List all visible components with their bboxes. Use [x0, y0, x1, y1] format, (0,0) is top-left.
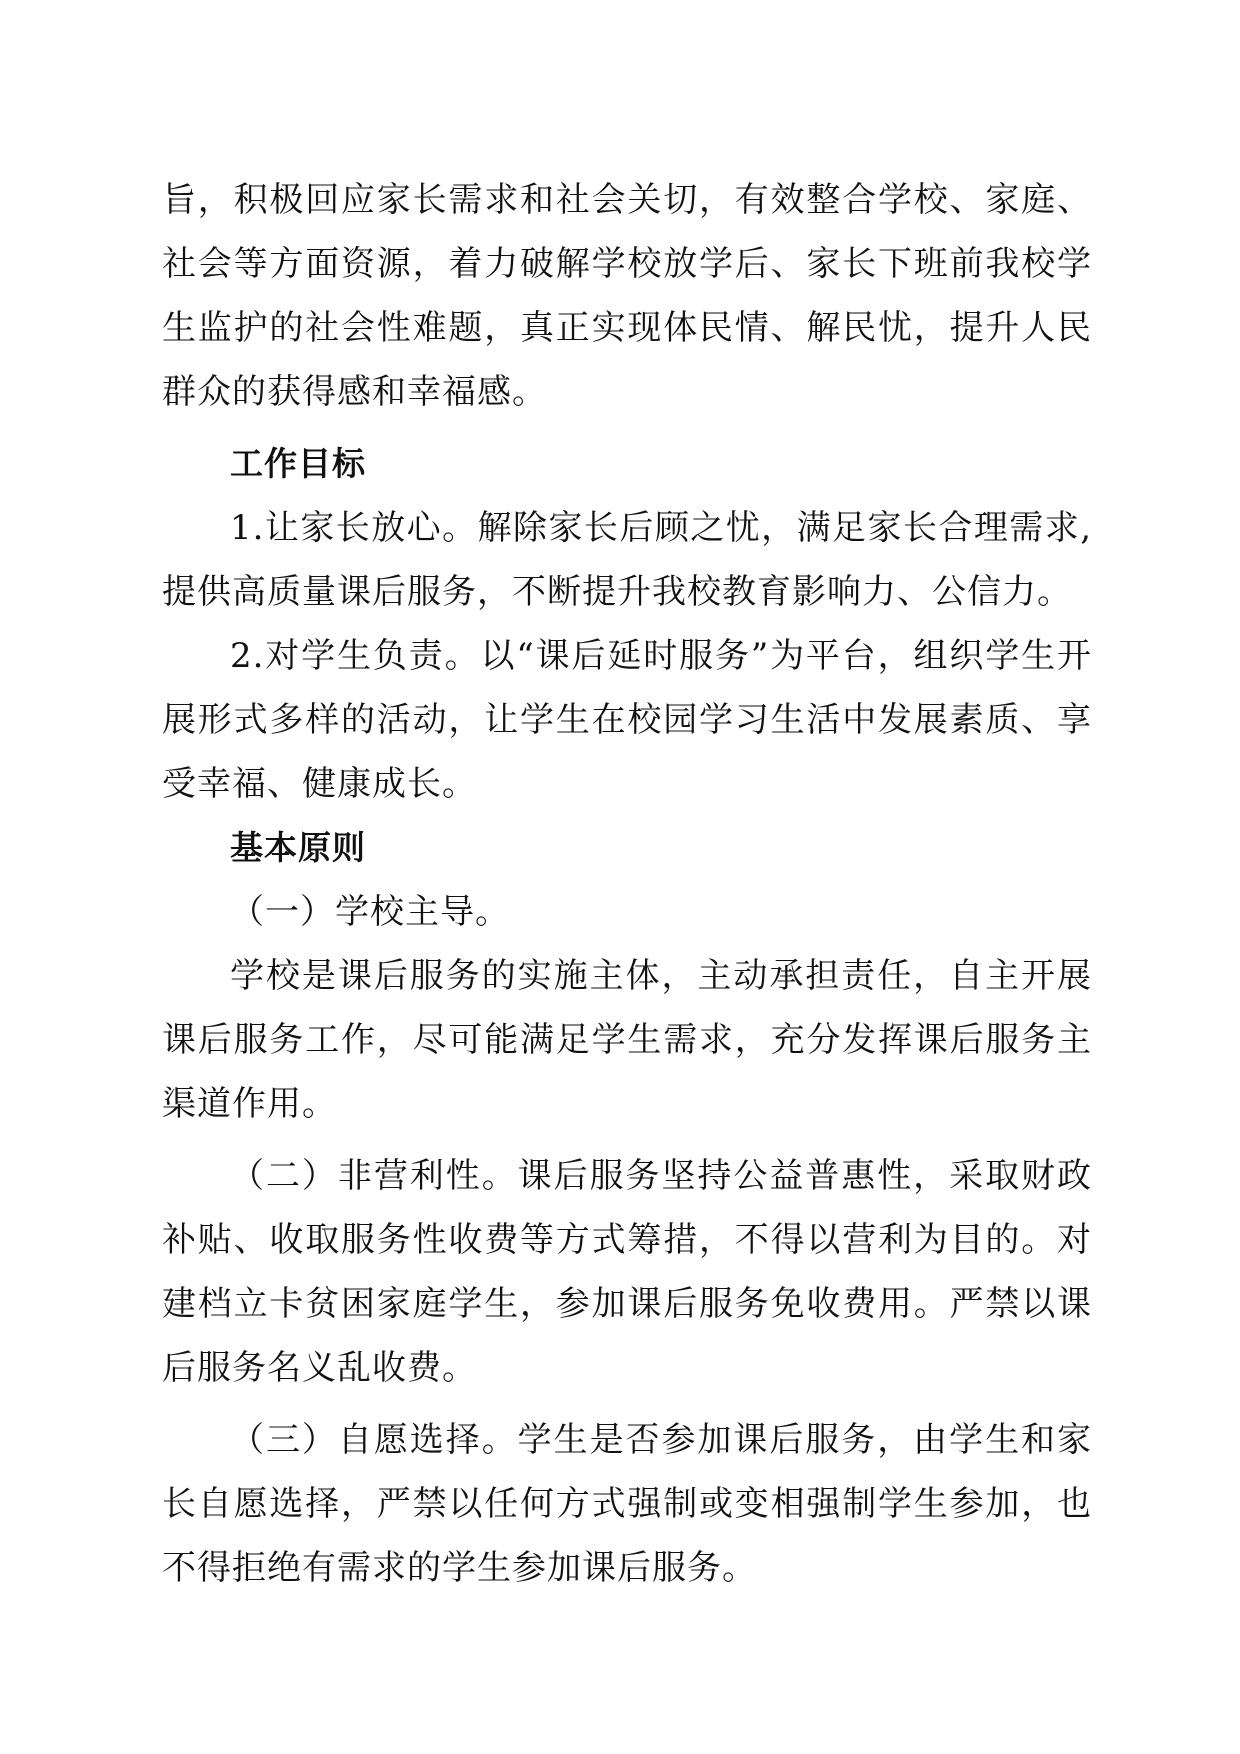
paragraph-principle-1-body: 学校是课后服务的实施主体，主动承担责任，自主开展课后服务工作，尽可能满足学生需求，充分发挥课后服务主渠道作用。 [162, 956, 1092, 1124]
heading-work-goals: 工作目标 [230, 444, 366, 483]
paragraph-goal-2: 2.对学生负责。以“课后延时服务”为平台，组织学生开展形式多样的活动，让学生在校园学习生活中发展素质、享受幸福、健康成长。 [162, 636, 1092, 804]
document-body [162, 168, 1092, 1600]
paragraph-intro-continued: 旨，积极回应家长需求和社会关切，有效整合学校、家庭、社会等方面资源，着力破解学校放学后、家长下班前我校学生监护的社会性难题，真正实现体民情、解民忧，提升人民群众的获得感和幸福感。 [162, 180, 1092, 412]
heading-basic-principles: 基本原则 [230, 828, 366, 867]
paragraph-goal-1: 1.让家长放心。解除家长后顾之忧，满足家长合理需求,提供高质量课后服务，不断提升我校教育影响力、公信力。 [162, 508, 1092, 612]
paragraph-principle-3: （三）自愿选择。学生是否参加课后服务，由学生和家长自愿选择，严禁以任何方式强制或变相强制学生参加，也不得拒绝有需求的学生参加课后服务。 [162, 1420, 1092, 1588]
paragraph-principle-1-title: （一）学校主导。 [230, 892, 510, 932]
paragraph-principle-2: （二）非营利性。课后服务坚持公益普惠性，采取财政补贴、收取服务性收费等方式筹措，不得以营利为目的。对建档立卡贫困家庭学生，参加课后服务免收费用。严禁以课后服务名义乱收费。 [162, 1156, 1092, 1388]
